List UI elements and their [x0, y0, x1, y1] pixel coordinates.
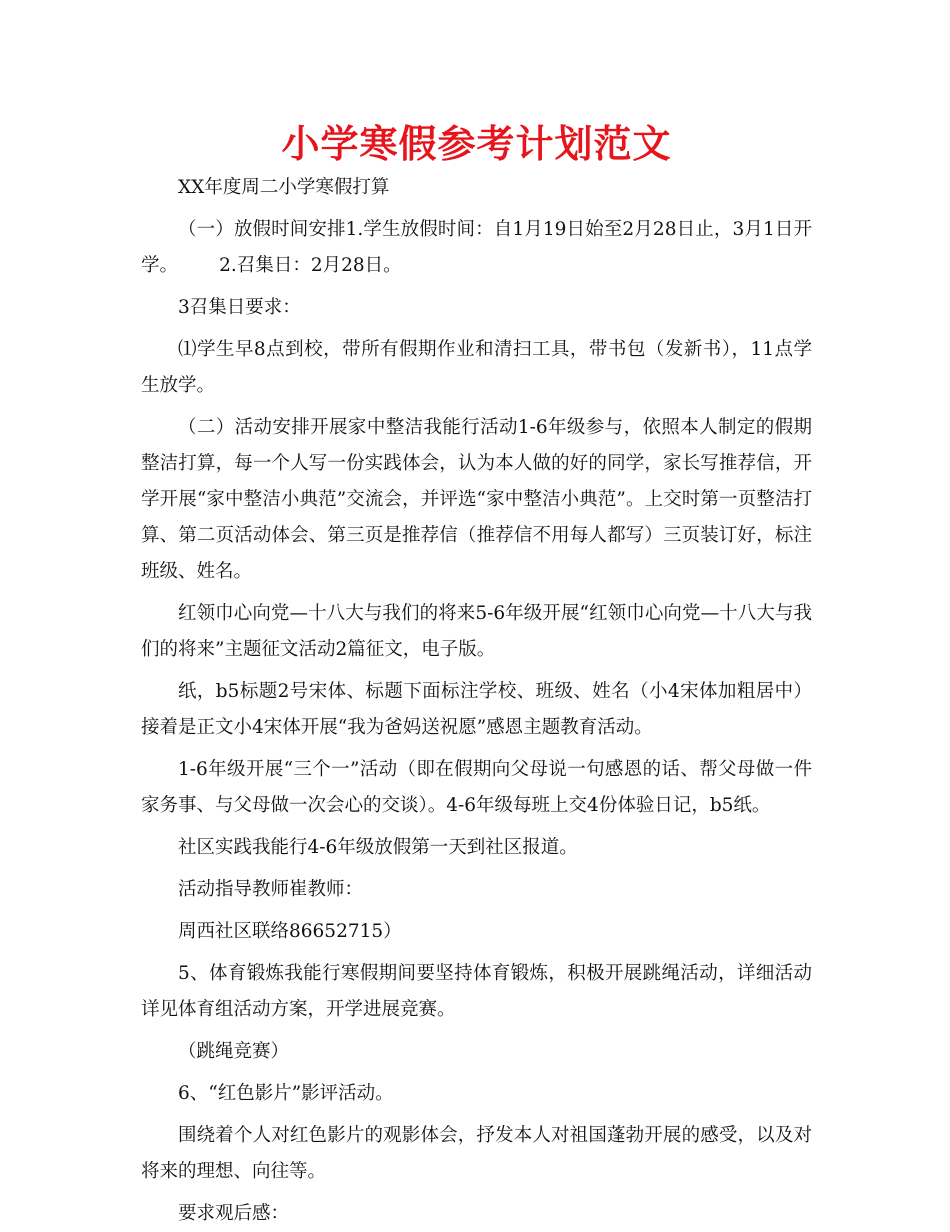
paragraph-arrival-time: ⑴学生早8点到校，带所有假期作业和清扫工具，带书包（发新书），11点学生放学。 [141, 339, 812, 396]
paragraph-film-reflection: 围绕着个人对红色影片的观影体会，抒发本人对祖国蓬勃开展的感受，以及对将来的理想、向往等。 [141, 1125, 812, 1182]
paragraph-assembly-requirements: 3召集日要求： [178, 297, 301, 318]
paragraph-paper-format: 纸，b5标题2号宋体、标题下面标注学校、班级、姓名（小4宋体加粗居中）接着是正文小4宋体开展“我为爸妈送祝愿”感恩主题教育活动。 [141, 681, 812, 738]
paragraph-plan-heading: XX年度周二小学寒假打算 [178, 177, 390, 198]
paragraph-community-practice: 社区实践我能行4-6年级放假第一天到社区报道。 [178, 837, 578, 858]
paragraph-rope-competition: （跳绳竞赛） [178, 1041, 290, 1062]
document-title: 小学寒假参考计划范文 [281, 122, 672, 166]
paragraph-activity-arrangement: （二）活动安排开展家中整洁我能行活动1-6年级参与，依照本人制定的假期整洁打算，每一个人写一份实践体会，认为本人做的好的同学，家长写推荐信，开学开展“家中整洁小典范”交流会，并评选“家中整洁小典范”。上交时第一页整洁打算、第二页活动体会、第三页是推荐信（推荐信不用每人都写）三页装订好，标注班级、姓名。 [141, 417, 812, 582]
paragraph-review-requirements: 要求观后感： [178, 1203, 290, 1224]
document-body [141, 170, 812, 1232]
paragraph-sports-exercise: 5、体育锻炼我能行寒假期间要坚持体育锻炼，积极开展跳绳活动，详细活动详见体育组活动方案，开学进展竞赛。 [141, 963, 812, 1020]
paragraph-three-ones: 1-6年级开展“三个一”活动（即在假期向父母说一句感恩的话、帮父母做一件家务事、与父母做一次会心的交谈）。4-6年级每班上交4份体验日记，b5纸。 [141, 759, 812, 816]
paragraph-instructor: 活动指导教师崔教师： [178, 879, 364, 900]
paragraph-holiday-schedule: （一）放假时间安排1.学生放假时间：自1月19日始至2月28日止，3月1日开学。 2.召集日：2月28日。 [141, 219, 812, 276]
paragraph-essay-activity: 红领巾心向党—十八大与我们的将来5-6年级开展“红领巾心向党—十八大与我们的将来”主题征文活动2篇征文，电子版。 [141, 603, 812, 660]
paragraph-community-contact: 周西社区联络86652715） [178, 921, 402, 942]
paragraph-film-review: 6、“红色影片”影评活动。 [178, 1083, 394, 1104]
